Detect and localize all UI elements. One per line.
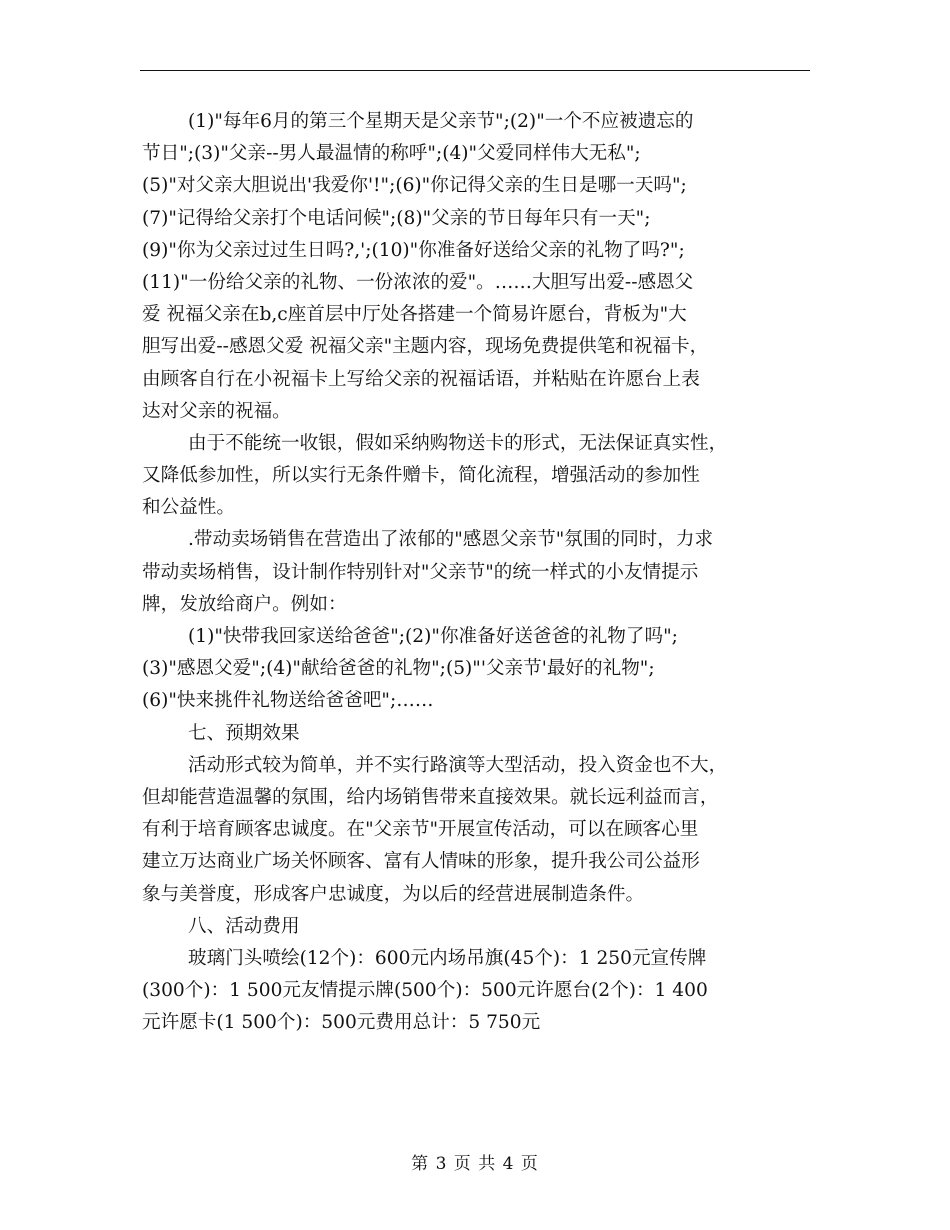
text-line: (3)"感恩父爱";(4)"献给爸爸的礼物";(5)"'父亲节'最好的礼物";	[142, 658, 655, 680]
text-line: (1)"快带我回家送给爸爸";(2)"你准备好送爸爸的礼物了吗";	[188, 626, 678, 647]
text-line: 节日";(3)"父亲--男人最温情的称呼";(4)"父爱同样伟大无私";	[142, 143, 641, 165]
text-line: 象与美誉度，形成客户忠诚度，为以后的经营进展制造条件。	[142, 883, 645, 905]
text-line: (6)"快来挑件礼物送给爸爸吧";……	[142, 690, 434, 712]
section-heading-expected-effect	[142, 718, 808, 750]
text-line: 又降低参加性，所以实行无条件赠卡，简化流程，增强活动的参加性	[142, 465, 700, 487]
text-line: 带动卖场梢售，设计制作特别针对"父亲节"的统一样式的小友情提示	[142, 561, 699, 583]
paragraph-activity-cost	[142, 943, 808, 1040]
text-line: 牌，发放给商户。例如：	[142, 593, 347, 615]
text-line: (11)"一份给父亲的礼物、一份浓浓的爱"。……大胆写出爱--感恩父	[142, 271, 694, 293]
text-line: (300个)：1 500元友情提示牌(500个)：500元许愿台(2个)：1 400	[142, 980, 708, 1002]
text-line: 有利于培育顾客忠诚度。在"父亲节"开展宣传活动，可以在顾客心里	[142, 819, 699, 841]
document-body	[142, 106, 808, 1039]
text-line: 玻璃门头喷绘(12个)：600元内场吊旗(45个)：1 250元宣传牌	[188, 947, 707, 969]
paragraph-free-card	[142, 428, 808, 525]
page-number-footer: 第 3 页 共 4 页	[411, 1154, 539, 1174]
text-line: (7)"记得给父亲打个电话问候";(8)"父亲的节日每年只有一天";	[142, 207, 651, 229]
text-line: 元许愿卡(1 500个)：500元费用总计：5 750元	[142, 1012, 541, 1034]
text-line: 建立万达商业广场关怀顾客、富有人情味的形象，提升我公司公益形	[142, 851, 700, 873]
paragraph-expected-effect	[142, 750, 808, 911]
text-line: (9)"你为父亲过过生日吗?,';(10)"你准备好送给父亲的礼物了吗?";	[142, 239, 685, 261]
text-line: 达对父亲的祝福。	[142, 400, 291, 422]
text-line: 由于不能统一收银，假如采纳购物送卡的形式，无法保证真实性，	[188, 432, 728, 454]
text-line: 和公益性。	[142, 497, 235, 519]
text-line: (1)"每年6月的第三个星期天是父亲节";(2)"一个不应被遗忘的	[188, 111, 694, 132]
text-line: 爱 祝福父亲在b,c座首层中厅处各搭建一个简易许愿台，背板为"大	[142, 304, 687, 326]
section-heading: 八、活动费用	[188, 915, 300, 937]
text-line: 但却能营造温馨的氛围，给内场销售带来直接效果。就长远利益而言，	[142, 786, 719, 808]
text-line: (5)"对父亲大胆说出'我爱你'!";(6)"你记得父亲的生日是哪一天吗";	[142, 175, 687, 197]
text-line: .带动卖场销售在营造出了浓郁的"感恩父亲节"氛围的同时，力求	[188, 529, 714, 551]
section-heading-activity-cost	[142, 911, 808, 943]
paragraph-father-slogans	[142, 106, 808, 428]
section-heading: 七、预期效果	[188, 722, 300, 744]
paragraph-reminder-examples	[142, 621, 808, 718]
text-line: 活动形式较为简单，并不实行路演等大型活动，投入资金也不大，	[188, 754, 728, 776]
header-rule	[140, 70, 810, 71]
text-line: 胆写出爱--感恩父爱 祝福父亲"主题内容，现场免费提供笔和祝福卡，	[142, 336, 709, 358]
paragraph-drive-sales	[142, 524, 808, 621]
text-line: 由顾客自行在小祝福卡上写给父亲的祝福话语，并粘贴在许愿台上表	[142, 368, 700, 390]
